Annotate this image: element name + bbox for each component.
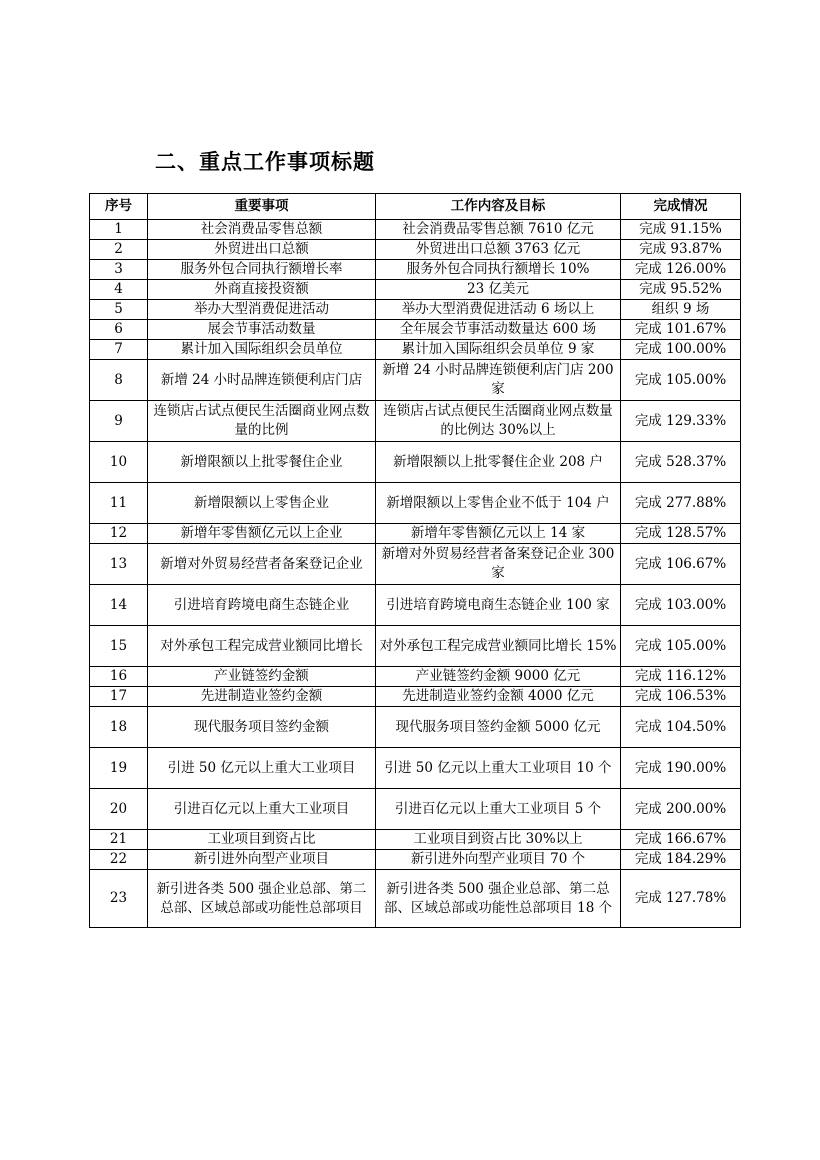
table-row — [90, 240, 741, 260]
row-status: 完成 166.67% — [621, 830, 741, 850]
table-row — [90, 626, 741, 667]
row-status: 完成 126.00% — [621, 260, 741, 280]
row-goal: 新增年零售额亿元以上 14 家 — [376, 524, 621, 544]
section-title: 二、重点工作事项标题 — [155, 150, 375, 174]
row-goal: 新引进外向型产业项目 70 个 — [376, 850, 621, 870]
row-item: 新增年零售额亿元以上企业 — [148, 524, 376, 544]
row-status: 完成 127.78% — [621, 870, 741, 928]
row-status: 完成 106.53% — [621, 687, 741, 707]
table-row — [90, 667, 741, 687]
row-goal: 连锁店占试点便民生活圈商业网点数量的比例达 30%以上 — [376, 401, 621, 442]
row-no: 13 — [90, 544, 148, 585]
row-no: 10 — [90, 442, 148, 483]
row-no: 3 — [90, 260, 148, 280]
row-no: 6 — [90, 320, 148, 340]
table-row — [90, 280, 741, 300]
row-status: 完成 129.33% — [621, 401, 741, 442]
header-no: 序号 — [90, 194, 148, 220]
row-item: 新引进外向型产业项目 — [148, 850, 376, 870]
row-no: 17 — [90, 687, 148, 707]
row-item: 社会消费品零售总额 — [148, 220, 376, 240]
row-no: 5 — [90, 300, 148, 320]
row-no: 4 — [90, 280, 148, 300]
row-status: 完成 101.67% — [621, 320, 741, 340]
table-row — [90, 300, 741, 320]
table-row — [90, 220, 741, 240]
row-status: 完成 200.00% — [621, 789, 741, 830]
table-row — [90, 483, 741, 524]
row-goal: 新引进各类 500 强企业总部、第二总部、区域总部或功能性总部项目 18 个 — [376, 870, 621, 928]
table-row — [90, 524, 741, 544]
row-item: 新增限额以上批零餐住企业 — [148, 442, 376, 483]
table-row — [90, 442, 741, 483]
row-goal: 23 亿美元 — [376, 280, 621, 300]
row-goal: 对外承包工程完成营业额同比增长 15% — [376, 626, 621, 667]
row-item: 引进 50 亿元以上重大工业项目 — [148, 748, 376, 789]
row-no: 1 — [90, 220, 148, 240]
row-goal: 社会消费品零售总额 7610 亿元 — [376, 220, 621, 240]
row-no: 21 — [90, 830, 148, 850]
table-row — [90, 850, 741, 870]
row-item: 引进百亿元以上重大工业项目 — [148, 789, 376, 830]
row-item: 引进培育跨境电商生态链企业 — [148, 585, 376, 626]
table-row — [90, 320, 741, 340]
row-status: 完成 128.57% — [621, 524, 741, 544]
row-status: 完成 105.00% — [621, 360, 741, 401]
row-status: 完成 106.67% — [621, 544, 741, 585]
row-no: 2 — [90, 240, 148, 260]
row-no: 11 — [90, 483, 148, 524]
table-row — [90, 748, 741, 789]
row-item: 现代服务项目签约金额 — [148, 707, 376, 748]
row-goal: 累计加入国际组织会员单位 9 家 — [376, 340, 621, 360]
row-no: 15 — [90, 626, 148, 667]
table-row — [90, 870, 741, 928]
row-item: 累计加入国际组织会员单位 — [148, 340, 376, 360]
row-goal: 引进 50 亿元以上重大工业项目 10 个 — [376, 748, 621, 789]
row-item: 对外承包工程完成营业额同比增长 — [148, 626, 376, 667]
row-no: 18 — [90, 707, 148, 748]
row-goal: 外贸进出口总额 3763 亿元 — [376, 240, 621, 260]
row-no: 19 — [90, 748, 148, 789]
row-goal: 引进百亿元以上重大工业项目 5 个 — [376, 789, 621, 830]
row-item: 工业项目到资占比 — [148, 830, 376, 850]
row-goal: 引进培育跨境电商生态链企业 100 家 — [376, 585, 621, 626]
row-goal: 新增限额以上零售企业不低于 104 户 — [376, 483, 621, 524]
row-status: 完成 91.15% — [621, 220, 741, 240]
row-status: 完成 105.00% — [621, 626, 741, 667]
row-item: 连锁店占试点便民生活圈商业网点数量的比例 — [148, 401, 376, 442]
row-item: 服务外包合同执行额增长率 — [148, 260, 376, 280]
row-status: 完成 93.87% — [621, 240, 741, 260]
row-goal: 新增限额以上批零餐住企业 208 户 — [376, 442, 621, 483]
row-goal: 举办大型消费促进活动 6 场以上 — [376, 300, 621, 320]
row-status: 完成 95.52% — [621, 280, 741, 300]
row-no: 9 — [90, 401, 148, 442]
row-status: 完成 277.88% — [621, 483, 741, 524]
row-no: 7 — [90, 340, 148, 360]
row-status: 完成 100.00% — [621, 340, 741, 360]
row-item: 外商直接投资额 — [148, 280, 376, 300]
header-item: 重要事项 — [148, 194, 376, 220]
row-goal: 现代服务项目签约金额 5000 亿元 — [376, 707, 621, 748]
row-item: 新增限额以上零售企业 — [148, 483, 376, 524]
table-row — [90, 340, 741, 360]
row-status: 组织 9 场 — [621, 300, 741, 320]
row-item: 新增 24 小时品牌连锁便利店门店 — [148, 360, 376, 401]
row-goal: 先进制造业签约金额 4000 亿元 — [376, 687, 621, 707]
table-row — [90, 830, 741, 850]
row-status: 完成 103.00% — [621, 585, 741, 626]
row-item: 先进制造业签约金额 — [148, 687, 376, 707]
row-goal: 新增对外贸易经营者备案登记企业 300 家 — [376, 544, 621, 585]
row-item: 新引进各类 500 强企业总部、第二总部、区域总部或功能性总部项目 — [148, 870, 376, 928]
row-goal: 工业项目到资占比 30%以上 — [376, 830, 621, 850]
row-item: 产业链签约金额 — [148, 667, 376, 687]
row-item: 展会节事活动数量 — [148, 320, 376, 340]
table-row — [90, 585, 741, 626]
row-goal: 新增 24 小时品牌连锁便利店门店 200 家 — [376, 360, 621, 401]
row-goal: 产业链签约金额 9000 亿元 — [376, 667, 621, 687]
row-no: 20 — [90, 789, 148, 830]
table-row — [90, 260, 741, 280]
table-row — [90, 401, 741, 442]
row-goal: 全年展会节事活动数量达 600 场 — [376, 320, 621, 340]
row-status: 完成 528.37% — [621, 442, 741, 483]
header-goal: 工作内容及目标 — [376, 194, 621, 220]
row-item: 举办大型消费促进活动 — [148, 300, 376, 320]
table-row — [90, 360, 741, 401]
table-row — [90, 687, 741, 707]
row-no: 16 — [90, 667, 148, 687]
row-status: 完成 184.29% — [621, 850, 741, 870]
table-row — [90, 789, 741, 830]
table-header-row — [90, 194, 741, 220]
table-row — [90, 707, 741, 748]
table-row — [90, 544, 741, 585]
row-no: 23 — [90, 870, 148, 928]
row-goal: 服务外包合同执行额增长 10% — [376, 260, 621, 280]
row-item: 新增对外贸易经营者备案登记企业 — [148, 544, 376, 585]
row-no: 14 — [90, 585, 148, 626]
work-items-table — [89, 193, 741, 928]
row-status: 完成 104.50% — [621, 707, 741, 748]
row-item: 外贸进出口总额 — [148, 240, 376, 260]
row-no: 12 — [90, 524, 148, 544]
header-status: 完成情况 — [621, 194, 741, 220]
row-status: 完成 116.12% — [621, 667, 741, 687]
row-status: 完成 190.00% — [621, 748, 741, 789]
row-no: 22 — [90, 850, 148, 870]
row-no: 8 — [90, 360, 148, 401]
